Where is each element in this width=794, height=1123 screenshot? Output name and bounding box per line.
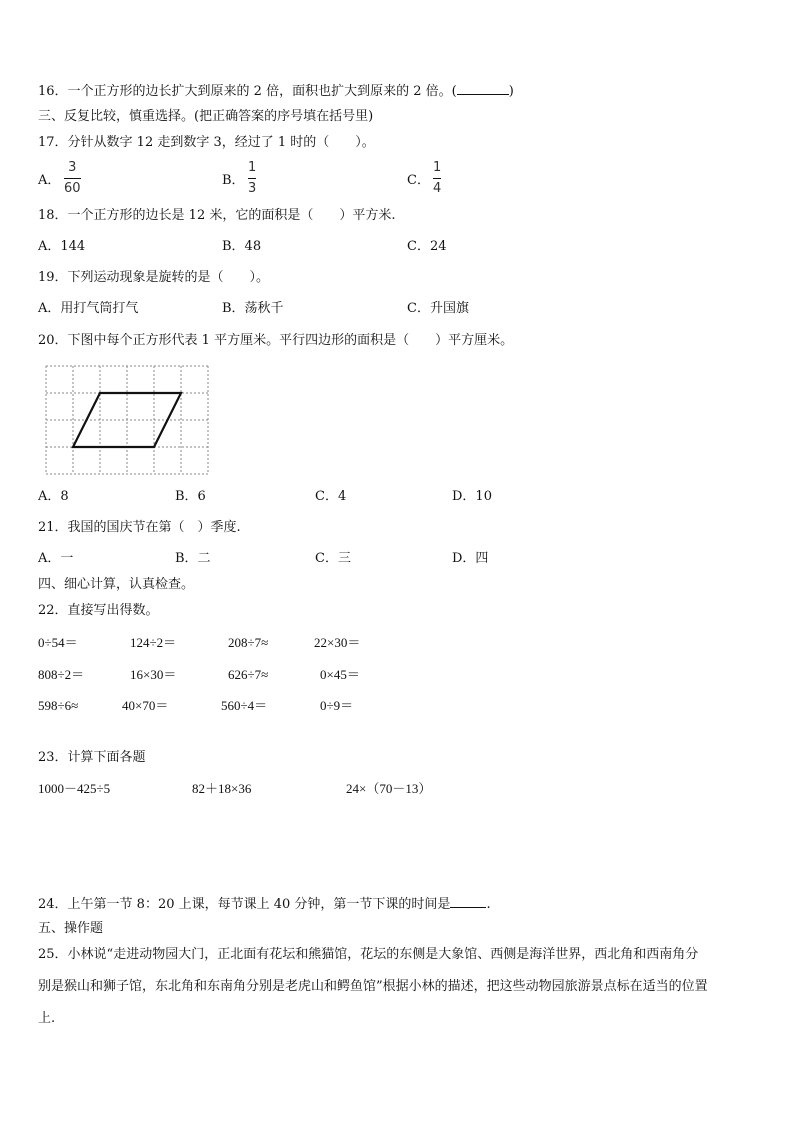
option-a: A．一 — [38, 551, 74, 566]
fraction-bar — [64, 178, 81, 179]
fraction-bar — [433, 178, 441, 179]
question-20-text: 20．下图中每个正方形代表 1 平方厘米。平行四边形的面积是（ ）平方厘米。 — [38, 333, 514, 348]
option-c-label: C． — [407, 173, 430, 188]
option-a: A．144 — [38, 239, 86, 254]
section-3-heading: 三、反复比较，慎重选择。(把正确答案的序号填在括号里) — [38, 109, 374, 124]
option-b-label: B． — [222, 173, 245, 188]
option-b-fraction — [248, 161, 256, 196]
calc-item: 124÷2＝ — [130, 635, 177, 650]
question-19-text: 19．下列运动现象是旋转的是（ ）。 — [38, 270, 270, 285]
question-21-text: 21．我国的国庆节在第（ ）季度. — [38, 520, 241, 535]
calc-item: 22×30＝ — [314, 635, 361, 650]
question-22-text: 22．直接写出得数。 — [38, 603, 159, 618]
option-c: C．三 — [315, 551, 351, 566]
question-17-text: 17．分针从数字 12 走到数字 3，经过了 1 时的（ ）。 — [38, 135, 375, 150]
fraction-numerator: 1 — [433, 160, 442, 175]
option-d: D．四 — [452, 551, 489, 566]
option-a: A．8 — [38, 489, 69, 504]
calc-item: 626÷7≈ — [228, 667, 269, 682]
calc-item: 0÷54＝ — [38, 635, 78, 650]
section-4-heading: 四、细心计算，认真检查。 — [38, 577, 195, 592]
option-c: C．4 — [315, 489, 347, 504]
fraction-numerator: 3 — [68, 160, 77, 175]
answer-blank[interactable] — [457, 82, 509, 95]
grid-lines — [46, 366, 208, 474]
calc-item: 82＋18×36 — [192, 781, 252, 796]
option-c-fraction — [433, 161, 441, 196]
square-grid-figure — [44, 363, 212, 479]
option-b: B．6 — [175, 489, 206, 504]
option-c: C．升国旗 — [407, 301, 469, 316]
period: . — [486, 897, 491, 912]
option-a-label: A． — [38, 173, 61, 188]
answer-blank[interactable] — [450, 895, 486, 908]
question-24-text: 24．上午第一节 8：20 上课，每节课上 40 分钟，第一节下课的时间是 — [38, 897, 451, 912]
option-d: D．10 — [452, 489, 492, 504]
calc-item: 1000－425÷5 — [38, 781, 111, 796]
question-25-line-2: 别是猴山和狮子馆，东北角和东南角分别是老虎山和鳄鱼馆”根据小林的描述，把这些动物园旅游景点标在适当的位置 — [38, 979, 708, 994]
question-24 — [38, 895, 491, 914]
question-23-text: 23．计算下面各题 — [38, 750, 146, 765]
option-b: B．荡秋千 — [222, 301, 284, 316]
calc-item: 808÷2＝ — [38, 667, 85, 682]
section-5-heading: 五、操作题 — [38, 921, 104, 936]
option-b: B．48 — [222, 239, 262, 254]
calc-item: 598÷6≈ — [38, 698, 79, 713]
calc-item: 0×45＝ — [320, 667, 360, 682]
fraction-bar — [248, 178, 256, 179]
question-16-text: 16．一个正方形的边长扩大到原来的 2 倍，面积也扩大到原来的 2 倍。( — [38, 84, 457, 99]
question-25-line-3: 上. — [38, 1011, 56, 1026]
option-b: B．二 — [175, 551, 211, 566]
option-c: C．24 — [407, 239, 447, 254]
question-25-line-1: 25．小林说“走进动物园大门，正北面有花坛和熊猫馆，花坛的东侧是大象馆、西侧是海洋世界，西北角和西南角分 — [38, 947, 699, 962]
fraction-denominator: 60 — [64, 181, 81, 196]
calc-item: 560÷4＝ — [221, 698, 268, 713]
calc-item: 40×70＝ — [122, 698, 169, 713]
calc-item: 0÷9＝ — [320, 698, 354, 713]
question-18-text: 18．一个正方形的边长是 12 米，它的面积是（ ）平方米. — [38, 208, 396, 223]
fraction-denominator: 3 — [248, 181, 257, 196]
option-a-fraction — [64, 161, 81, 196]
fraction-denominator: 4 — [433, 181, 442, 196]
calc-item: 208÷7≈ — [228, 635, 269, 650]
fraction-numerator: 1 — [248, 160, 257, 175]
paren-close: ) — [508, 84, 514, 99]
calc-item: 16×30＝ — [130, 667, 177, 682]
option-a: A．用打气筒打气 — [38, 301, 139, 316]
question-16 — [38, 82, 514, 101]
calc-item: 24×（70－13） — [346, 781, 432, 796]
